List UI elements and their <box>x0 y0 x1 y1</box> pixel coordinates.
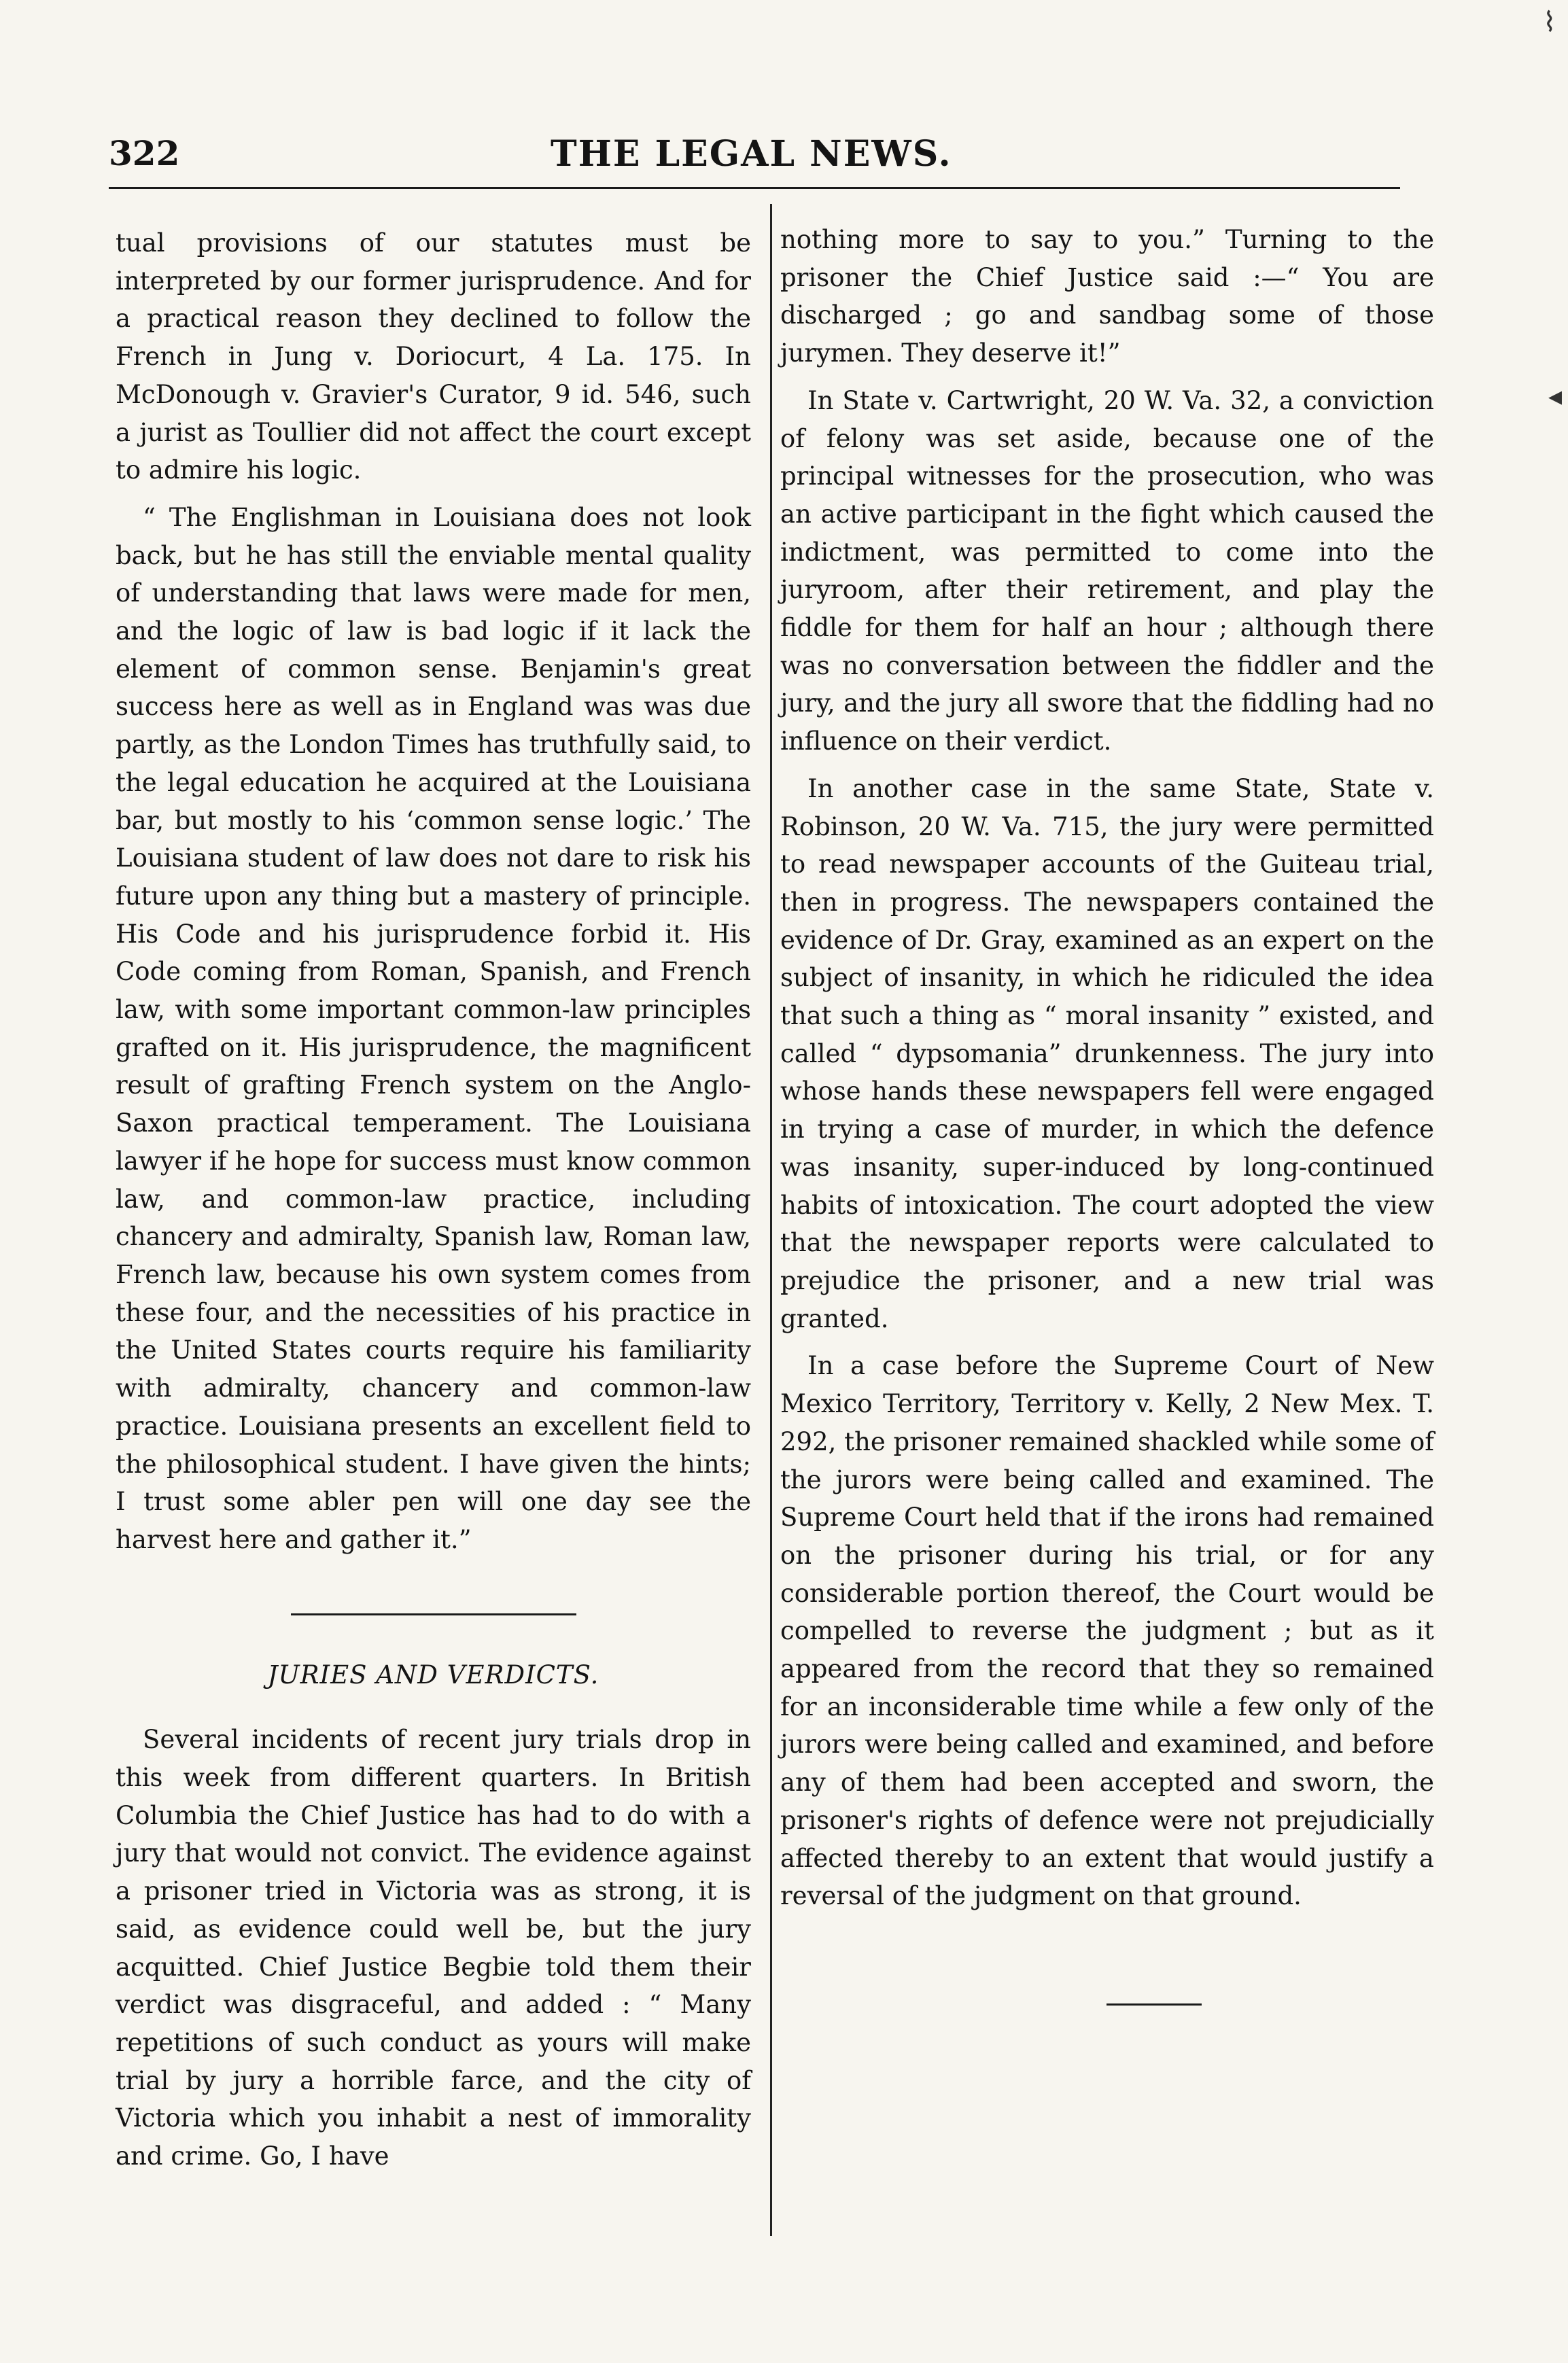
page-header <box>109 133 1400 188</box>
end-rule <box>1107 2003 1202 2006</box>
right-paragraph-2: In State v. Cartwright, 20 W. Va. 32, a conviction of felony was set aside, because one of the principal witnesses for the prosecution, who was an active participant in the fight which caused the indictment, was permitted to come into the juryroom, after their retirement, and play the fiddle for them for half an hour ; although there was no conversation between the fiddler and the jury, and the jury all swore that the fiddling had no influence on their verdict. <box>780 385 1434 756</box>
left-paragraph-3: Several incidents of recent jury trials drop in this week from different quarters. In British Columbia the Chief Justice has had to do with a jury that would not convict. The evidence against a prisoner tried in Victoria was as strong, it is said, as evidence could well be, but the jury acquitted. Chief Justice Begbie told them their verdict was disgraceful, and added : “ Many repetitions of such conduct as yours will make trial by jury a horrible farce, and the city of Victoria which you inhabit a nest of immorality and crime. Go, I have <box>116 1725 751 2171</box>
right-paragraph-1: nothing more to say to you.” Turning to the prisoner the Chief Justice said :—“ You are discharged ; go and sandbag some of those jurymen. They deserve it!” <box>780 225 1434 368</box>
left-paragraph-2: “ The Englishman in Louisiana does not look back, but he has still the enviable mental quality of understanding that laws were made for men, and the logic of law is bad logic if it lack the element of common sense. Benjamin's great success here as well as in England was was due partly, as the London Times has truthfully said, to the legal education he acquired at the Louisiana bar, but mostly to his ‘common sense logic.’ The Louisiana student of law does not dare to risk his future upon any thing but a mastery of principle. His Code and his jurisprudence forbid it. His Code coming from Roman, Spanish, and French law, with some important common-law principles grafted on it. His jurisprudence, the magnificent result of grafting French system on the Anglo-Saxon practical temperament. The Louisiana lawyer if he hope for success must know common law, and common-law practice, including chancery and admiralty, Spanish law, Roman law, French law, because his own system comes from these four, and the necessities of his practice in the United States courts require his familiarity with admiralty, chancery and common-law practice. Louisiana presents an excellent field to the philosophical student. I have given the hints; I trust some abler pen will one day see the harvest here and gather it.” <box>116 502 751 1554</box>
column-divider <box>770 204 772 2236</box>
running-title: THE LEGAL NEWS. <box>551 133 952 175</box>
right-paragraph-3: In another case in the same State, State v. Robinson, 20 W. Va. 715, the jury were permitted to read newspaper accounts of the Guiteau trial, then in progress. The newspapers contained the evidence of Dr. Gray, examined as an expert on the subject of insanity, in which he ridiculed the idea that such a thing as “ moral insanity ” existed, and called “ dypsomania” drunkenness. The jury into whose hands these newspapers fell were engaged in trying a case of murder, in which the defence was insanity, super-induced by long-continued habits of intoxication. The court adopted the view that the newspaper reports were calculated to prejudice the prisoner, and a new trial was granted. <box>780 773 1434 1333</box>
left-paragraph-1: tual provisions of our statutes must be interpreted by our former jurisprudence. And for a practical reason they declined to follow the French in Jung v. Doriocurt, 4 La. 175. In McDonough v. Gravier's Curator, 9 id. 546, such a jurist as Toullier did not affect the court except to admire his logic. <box>116 228 751 485</box>
right-paragraph-4: In a case before the Supreme Court of New Mexico Territory, Territory v. Kelly, 2 New Mex. T. 292, the prisoner remained shackled while some of the jurors were being called and examined. The Supreme Court held that if the irons had remained on the prisoner during his trial, or for any considerable portion thereof, the Court would be compelled to reverse the judgment ; but as it appeared from the record that they so remained for an inconsiderable time while a few only of the jurors were being called and examined, and before any of them had been accepted and sworn, the prisoner's rights of defence were not prejudicially affected thereby to an extent that would justify a reversal of the judgment on that ground. <box>780 1351 1434 1911</box>
page-number: 322 <box>109 133 180 173</box>
left-column <box>116 224 751 2185</box>
margin-mark: ◂ <box>1548 381 1563 412</box>
section-heading: JURIES AND VERDICTS. <box>267 1660 599 1690</box>
right-column <box>780 221 1434 2006</box>
section-rule <box>291 1613 576 1615</box>
header-rule <box>109 187 1400 189</box>
margin-mark: ⌇ <box>1543 7 1556 38</box>
